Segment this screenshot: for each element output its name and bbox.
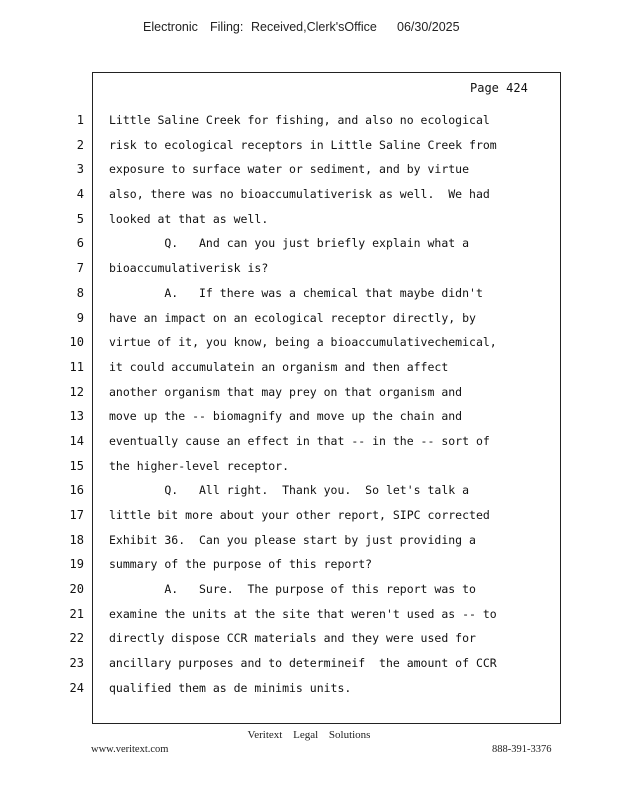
transcript-line: Exhibit 36. Can you please start by just providing a: [109, 532, 476, 547]
line-number: 8: [76, 285, 84, 300]
transcript-line: it could accumulatein an organism and then affect: [109, 359, 449, 374]
transcript-line: have an impact on an ecological receptor directly, by: [109, 310, 476, 325]
line-number: 11: [69, 359, 84, 374]
line-number: 12: [69, 384, 84, 399]
transcript-line: Q. All right. Thank you. So let's talk a: [109, 483, 470, 498]
transcript-line: another organism that may prey on that organism and: [109, 384, 463, 399]
footer-website: www.veritext.com: [91, 744, 169, 755]
line-number: 6: [76, 236, 84, 251]
transcript-line: bioaccumulativerisk is?: [109, 261, 269, 276]
transcript-line: move up the -- biomagnify and move up the chain and: [109, 409, 463, 424]
transcript-line: A. Sure. The purpose of this report was to: [109, 582, 476, 597]
footer-phone: 888-391-3376: [492, 744, 552, 755]
line-number: 21: [69, 606, 84, 621]
line-number: 14: [69, 433, 84, 448]
line-number-column: [60, 108, 84, 701]
line-number: 22: [69, 631, 84, 646]
footer-company: Veritext Legal Solutions: [247, 729, 371, 741]
transcript-line: also, there was no bioaccumulativerisk as well. We had: [109, 187, 490, 202]
line-number: 5: [76, 211, 84, 226]
line-number: 1: [76, 113, 84, 127]
line-number: 24: [69, 680, 84, 695]
line-number: 18: [69, 532, 84, 547]
line-number: 23: [69, 656, 84, 671]
transcript-line: exposure to surface water or sediment, and by virtue: [109, 162, 470, 177]
transcript-line: Little Saline Creek for fishing, and also no ecological: [109, 113, 490, 127]
transcript-line: directly dispose CCR materials and they were used for: [109, 631, 476, 646]
line-number: 17: [69, 508, 84, 522]
line-number: 9: [76, 310, 84, 325]
filing-header: [0, 20, 618, 38]
line-number: 13: [69, 409, 84, 424]
header-received: Received,Clerk'sOffice: [251, 20, 377, 34]
line-number: 16: [69, 483, 84, 498]
header-filing: Filing:: [210, 20, 244, 34]
line-number: 20: [69, 582, 84, 597]
line-number: 4: [76, 187, 84, 202]
transcript-line: little bit more about your other report, SIPC corrected: [109, 508, 490, 522]
transcript-text: [109, 108, 554, 701]
line-number: 19: [69, 557, 84, 572]
transcript-line: A. If there was a chemical that maybe didn't: [109, 285, 483, 300]
transcript-line: virtue of it, you know, being a bioaccumulativechemical,: [109, 335, 497, 350]
transcript-line: Q. And can you just briefly explain what a: [109, 236, 470, 251]
header-date: 06/30/2025: [397, 20, 460, 34]
transcript-line: examine the units at the site that weren't used as -- to: [109, 606, 497, 621]
transcript-line: eventually cause an effect in that -- in the -- sort of: [109, 433, 490, 448]
page-number: Page 424: [470, 81, 528, 95]
header-electronic: Electronic: [143, 20, 198, 34]
transcript-line: the higher-level receptor.: [109, 458, 290, 473]
transcript-line: qualified them as de minimis units.: [109, 680, 352, 695]
transcript-line: looked at that as well.: [109, 211, 269, 226]
transcript-line: ancillary purposes and to determineif the amount of CCR: [109, 656, 497, 671]
transcript-line: risk to ecological receptors in Little Saline Creek from: [109, 137, 497, 152]
line-number: 3: [76, 162, 84, 177]
line-number: 2: [76, 137, 84, 152]
line-number: 15: [69, 458, 84, 473]
transcript-line: summary of the purpose of this report?: [109, 557, 373, 572]
line-number: 7: [76, 261, 84, 276]
line-number: 10: [69, 335, 84, 350]
